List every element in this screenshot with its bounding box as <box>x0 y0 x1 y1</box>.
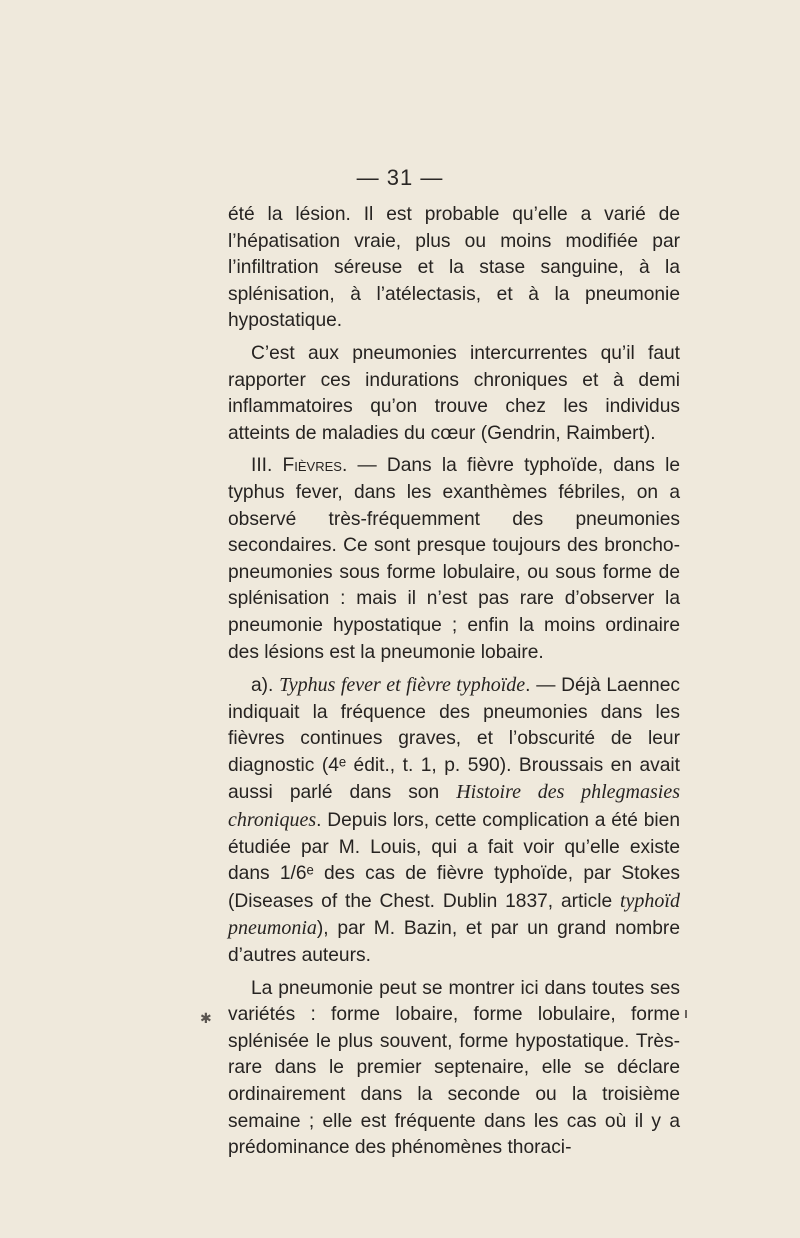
paragraph-4 <box>228 672 680 970</box>
book-title: Histoire des phlegmasies chroniques <box>228 781 680 832</box>
paragraph-1: été la lésion. Il est probable qu’elle a varié de l’hépatisation vraie, plus ou moins modifiée par l’infiltration séreuse et la stase sanguine, à la splénisation, à l’atélectasis, et à la pneumonie hypostatique. <box>228 204 680 332</box>
paragraph-4-text-3: ), par M. Bazin, et par un grand nombre d’autres auteurs. <box>228 918 680 967</box>
subsection-heading: Typhus fever et fièvre typhoïde <box>279 674 526 697</box>
paragraph-3-text: . — Dans la fièvre typhoïde, dans le typhus fever, dans les exanthèmes fébriles, on a observé très-fréquemment des pneumonies secondaires. Ce sont presque toujours des broncho-pneumonies sous forme lobulaire, ou sous forme de splénisation : mais il n’est pas rare d’observer la pneumonie hypostatique ; enfin la moins ordinaire des lésions est la pneumonie lobaire. <box>228 455 680 663</box>
section-heading: Fièvres <box>282 455 342 477</box>
page-number: — 31 — <box>356 165 444 190</box>
paragraph-3 <box>228 453 680 666</box>
article-title: typhoïd pneumonia <box>228 889 680 940</box>
paragraph-4-text-2: . Depuis lors, cette complication a été bien étudiée par M. Louis, qui a fait voir qu’elle existe dans 1/6ᵉ des cas de fièvre typhoïde, par Stokes (Diseases of the Chest. Dublin 1837, article <box>228 810 680 912</box>
section-number: III. <box>251 455 283 477</box>
subsection-label: a). <box>251 675 280 697</box>
margin-mark: ✱ <box>200 1010 212 1026</box>
margin-tick <box>685 1010 687 1018</box>
paragraph-5: La pneumonie peut se montrer ici dans toutes ses variétés : forme lobaire, forme lobulaire, forme splénisée le plus souvent, forme hypostatique. Très-rare dans le premier septenaire, elle se déclare ordinairement dans la seconde ou la troisième semaine ; elle est fréquente dans les cas où il y a prédominance des phénomènes thoraci- <box>228 977 680 1159</box>
paragraph-2: C’est aux pneumonies intercurrentes qu’il faut rapporter ces indurations chroniques et à demi inflammatoires qu’on trouve chez les individus atteints de maladies du cœur (Gendrin, Raimbert). <box>228 342 680 444</box>
body-text <box>228 202 680 1168</box>
paragraph-4-text-1: . — Déjà Laennec indiquait la fréquence des pneumonies dans les fièvres continues graves, et l’obscurité de leur diagnostic (4ᵉ édit., t. 1, p. 590). Broussais en avait aussi parlé dans son <box>228 675 680 804</box>
